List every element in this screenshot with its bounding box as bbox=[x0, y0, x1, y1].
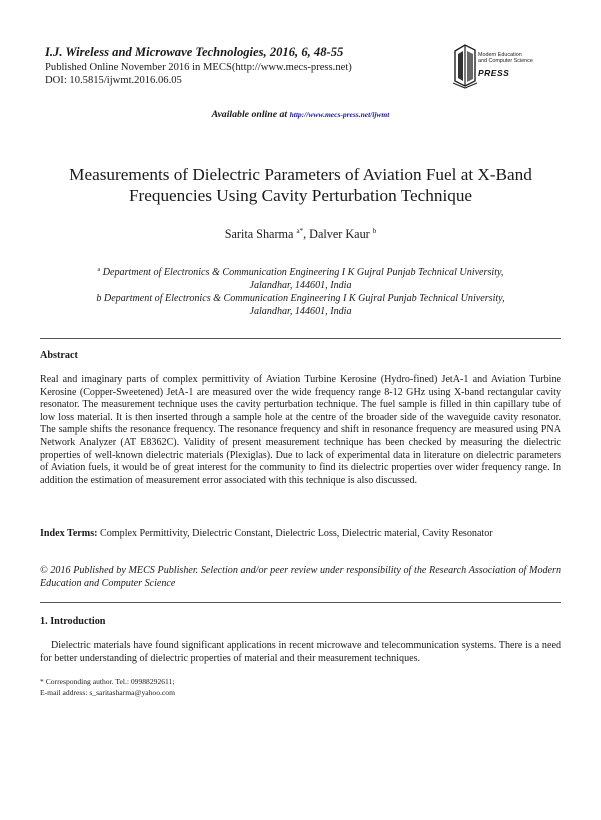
divider bbox=[40, 338, 561, 339]
publisher-press: PRESS bbox=[478, 68, 510, 78]
publisher-logo bbox=[451, 41, 561, 91]
affiliation-b: b Department of Electronics & Communication Engineering I K Gujral Punjab Technical University, bbox=[96, 293, 505, 304]
section-heading: 1. Introduction bbox=[40, 616, 106, 627]
copyright-notice: © 2016 Published by MECS Publisher. Selection and/or peer review under responsibility of the Research Association of Modern Education and Computer Science bbox=[40, 565, 561, 589]
publication-info: Published Online November 2016 in MECS(http://www.mecs-press.net) bbox=[45, 62, 352, 73]
intro-text: Dielectric materials have found significant applications in recent microwave and telecommunication systems. There is a need for better understanding of dielectric properties of material and their measurement techniques. bbox=[40, 640, 561, 664]
author-mark: b bbox=[372, 227, 377, 235]
available-online bbox=[0, 109, 601, 120]
affiliations: $^a$ Department of Electronics & Communication Engineering I K Gujral Punjab Technical University, Jalandhar, 144601, India b Department of Electronics & Communication Engineering I K Gujral Punjab Technical University, Jalandhar, 144601, India bbox=[40, 264, 561, 318]
author-name: Dalver Kaur bbox=[309, 227, 370, 241]
journal-link[interactable]: http://www.mecs-press.net/ijwmt bbox=[289, 110, 390, 119]
publisher-name: Modern Education and Computer Science bbox=[478, 52, 533, 64]
index-terms: Index Terms: Complex Permittivity, Dielectric Constant, Dielectric Loss, Dielectric material, Cavity Resonator bbox=[40, 528, 493, 539]
available-label: Available online at bbox=[211, 109, 288, 120]
footnote-email: E-mail address: s_saritasharma@yahoo.com bbox=[40, 688, 175, 697]
doi: DOI: 10.5815/ijwmt.2016.06.05 bbox=[45, 75, 182, 86]
affiliation-a: $^a$ Department of Electronics & Communication Engineering I K Gujral Punjab Technical University, bbox=[97, 267, 504, 278]
divider bbox=[40, 602, 561, 603]
abstract-heading: Abstract bbox=[40, 350, 78, 361]
paper-title: Measurements of Dielectric Parameters of Aviation Fuel at X-Band Frequencies Using Cavity Perturbation Technique bbox=[69, 165, 532, 205]
book-stack-logo-icon bbox=[451, 41, 479, 89]
abstract-text: Real and imaginary parts of complex permittivity of Aviation Turbine Kerosine (Hydro-fined) JetA-1 and Aviation Turbine Kerosine (Copper-Sweetened) JetA-1 are measured over the wide frequency range 8-12 GHz using X-band rectangular cavity resonator. The measurement technique uses the cavity perturbation technique. The fuel sample is filled in thin capillary tube of low loss material. It is then inserted through a sample hole at the centre of the broader side of the waveguide cavity resonator. The sample shifts the resonance frequency. The resonance frequency and shift in resonance frequency are measured using PNA Network Analyzer (AT E8362C). Validity of present measurement technique has been checked by measuring the dielectric properties of well-known dielectric materials (Plexiglas). Due to lack of experimental data in literature on dielectric parameters of Aviation fuels, it would be of great interest for the community to find its dielectric properties over wider frequency range. In addition the estimation of measurement error associated with this technique is also discussed. bbox=[40, 374, 561, 486]
journal-citation: I.J. Wireless and Microwave Technologies, 2016, 6, 48-55 bbox=[45, 45, 344, 59]
author-mark: a* bbox=[296, 227, 304, 235]
author-name: Sarita Sharma bbox=[224, 227, 294, 241]
author-list: Sarita Sharma $^{a*}$, Dalver Kaur $^b$ bbox=[224, 227, 377, 241]
footnote-phone: * Corresponding author. Tel.: 09988292611; bbox=[40, 677, 175, 686]
